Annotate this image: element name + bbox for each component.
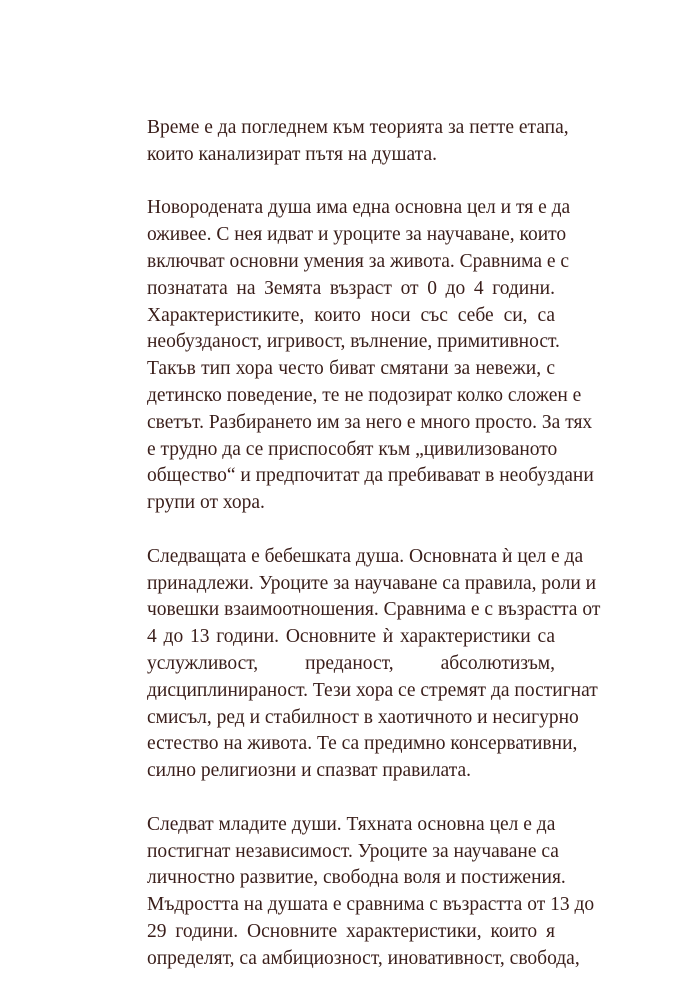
text-line: смисъл, ред и стабилност в хаотичното и несигурно [147, 706, 579, 728]
text-line: силно религиозни и спазват правилата. [147, 760, 471, 782]
text-line: познатата на Земята възраст от 0 до 4 години. [147, 277, 555, 299]
paragraph-young-soul [147, 812, 595, 973]
text-line: постигнат независимост. Уроците за научаване са [147, 840, 559, 862]
text-line: е трудно да се приспособят към „цивилизованото [147, 438, 558, 460]
text-line: принадлежи. Уроците за научаване са правила, роли и [147, 572, 597, 594]
text-line: дисциплинираност. Тези хора се стремят да постигнат [147, 679, 598, 701]
text-line: човешки взаимоотношения. Сравнима е с възрастта от [147, 599, 601, 621]
text-line: личностно развитие, свободна воля и постижения. [147, 867, 566, 889]
text-line: включват основни умения за живота. Сравнима е с [147, 250, 570, 272]
text-line: определят, са амбициозност, иновативност, свобода, [147, 947, 580, 969]
text-line: естество на живота. Те са предимно консервативни, [147, 733, 578, 755]
text-line: общество“ и предпочитат да пребивават в необуздани [147, 465, 594, 487]
text-line: 4 до 13 години. Основните ѝ характеристики са [147, 626, 555, 648]
text-line: групи от хора. [147, 492, 265, 514]
text-line: Мъдростта на душата е сравнима с възрастта от 13 до [147, 894, 595, 916]
text-line: които канализират пътя на душата. [147, 143, 437, 165]
text-line: необузданост, игривост, вълнение, примитивност. [147, 331, 560, 353]
text-line: Следващата е бебешката душа. Основната ѝ цел е да [147, 545, 584, 567]
paragraph-intro [147, 115, 569, 169]
text-line: Време е да погледнем към теорията за петте етапа, [147, 117, 569, 138]
paragraph-baby-soul [147, 544, 601, 785]
text-line: Новородената душа има една основна цел и тя е да [147, 197, 571, 219]
text-line: Такъв тип хора често биват смятани за невежи, с [147, 358, 555, 380]
text-line: Характеристиките, които носи със себе си, са [147, 304, 555, 326]
body-text [147, 115, 601, 999]
text-line: услужливост, преданост, абсолютизъм, [147, 652, 555, 674]
paragraph-newborn-soul [147, 195, 594, 517]
text-line: 29 години. Основните характеристики, които я [147, 920, 555, 942]
text-line: детинско поведение, те не подозират колко сложен е [147, 384, 582, 406]
text-line: Следват младите души. Тяхната основна цел е да [147, 813, 556, 835]
text-line: светът. Разбирането им за него е много просто. За тях [147, 411, 593, 433]
text-line: оживее. С нея идват и уроците за научаване, които [147, 224, 567, 246]
